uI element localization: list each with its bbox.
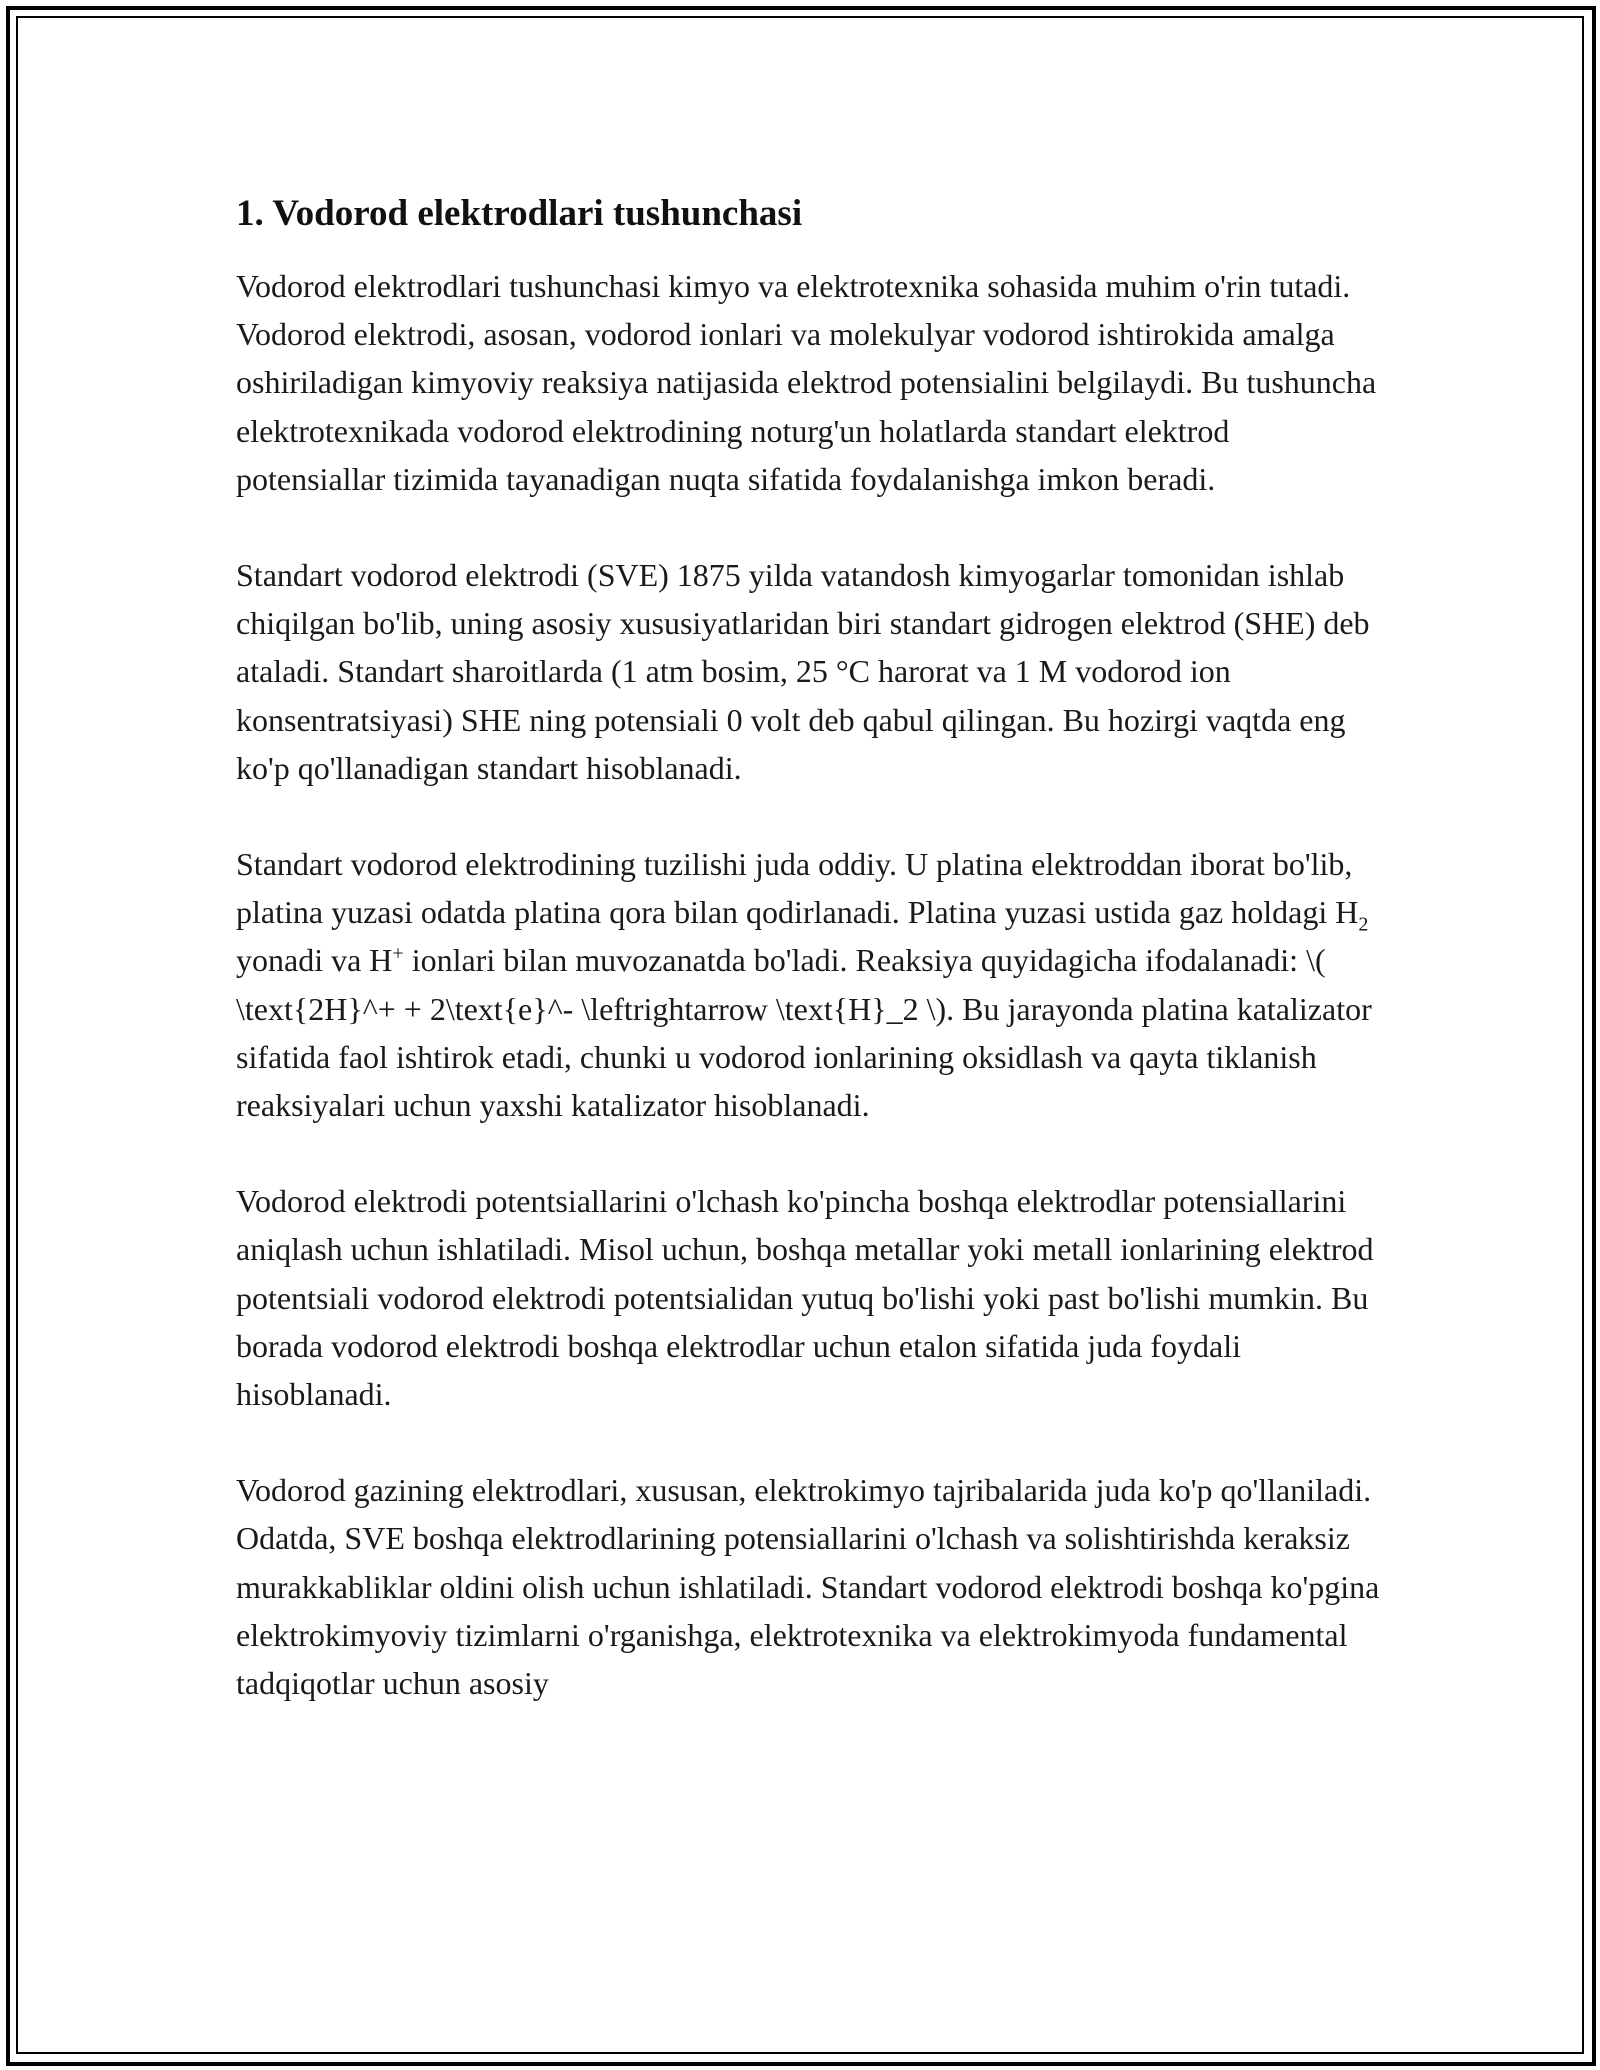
paragraph-2: Standart vodorod elektrodi (SVE) 1875 yilda vatandosh kimyogarlar tomonidan ishlab chiqilgan bo'lib, uning asosiy xususiyatlaridan biri standart gidrogen elektrod (SHE) deb ataladi. Standart sharoitlarda (1 atm bosim, 25 °C harorat va 1 M vodorod ion konsentratsiyasi) SHE ning potensiali 0 volt deb qabul qilingan. Bu hozirgi vaqtda eng ko'p qo'llanadigan standart hisoblanadi. <box>236 557 1370 786</box>
paragraph-5: Vodorod gazining elektrodlari, xususan, elektrokimyo tajribalarida juda ko'p qo'llaniladi. Odatda, SVE boshqa elektrodlarining potensiallarini o'lchash va solishtirishda keraksiz murakkabliklar oldini olish uchun ishlatiladi. Standart vodorod elektrodi boshqa ko'pgina elektrokimyoviy tizimlarni o'rganishga, elektrotexnika va elektrokimyoda fundamental tadqiqotlar uchun asosiy <box>236 1472 1380 1702</box>
subscript-2: 2 <box>1358 913 1369 936</box>
paragraph-3-text-b: yonadi va H <box>236 942 393 979</box>
paragraph-1: Vodorod elektrodlari tushunchasi kimyo va elektrotexnika sohasida muhim o'rin tutadi. Vodorod elektrodi, asosan, vodorod ionlari va molekulyar vodorod ishtirokida amalga oshiriladigan kimyoviy reaksiya natijasida elektrod potensialini belgilaydi. Bu tushuncha elektrotexnikada vodorod elektrodining noturg'un holatlarda standart elektrod potensiallar tizimida tayanadigan nuqta sifatida foydalanishga imkon beradi. <box>236 268 1377 497</box>
paragraph-3-text-a: Standart vodorod elektrodining tuzilishi juda oddiy. U platina elektroddan iborat bo'lib, platina yuzasi odatda platina qora bilan qodirlanadi. Platina yuzasi ustida gaz holdagi H <box>236 846 1359 931</box>
section-heading: 1. Vodorod elektrodlari tushunchasi <box>236 193 803 234</box>
superscript-plus: + <box>392 942 404 965</box>
paragraph-3 <box>236 840 1386 1129</box>
paragraph-4: Vodorod elektrodi potentsiallarini o'lchash ko'pincha boshqa elektrodlar potensiallarini aniqlash uchun ishlatiladi. Misol uchun, boshqa metallar yoki metall ionlarining elektrod potentsiali vodorod elektrodi potentsialidan yutuq bo'lishi yoki past bo'lishi mumkin. Bu borada vodorod elektrodi boshqa elektrodlar uchun etalon sifatida juda foydali hisoblanadi. <box>236 1183 1374 1413</box>
document-body <box>236 188 1386 1755</box>
paragraph-3-text-c: ionlari bilan muvozanatda bo'ladi. Reaksiya quyidagicha ifodalanadi: \( \text{2H}^+ + 2\text{e}^- \leftrightarrow \text{H}_2 \). Bu jarayonda platina katalizator sifatida faol ishtirok etadi, chunki u vodorod ionlarining oksidlash va qayta tiklanish reaksiyalari uchun yaxshi katalizator hisoblanadi. <box>236 942 1372 1124</box>
